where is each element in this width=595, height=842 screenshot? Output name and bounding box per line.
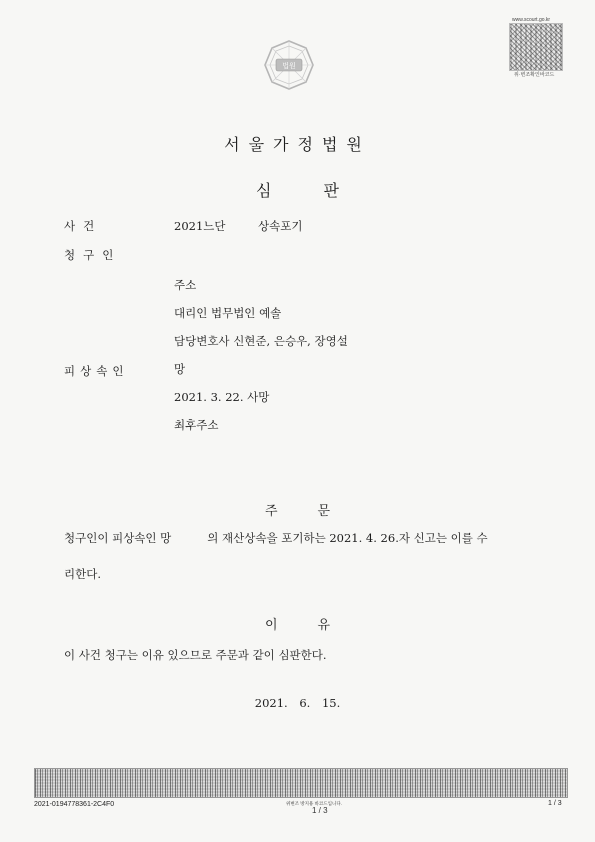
order-line-1 <box>64 530 488 546</box>
page-number-center: 1 / 3 <box>312 806 328 815</box>
order-line-1-a: 청구인이 피상속인 망 <box>64 531 172 545</box>
page-number-right: 1 / 3 <box>548 800 562 807</box>
qr-caption: 위·변조확인바코드 <box>514 72 555 78</box>
seal-text: 법원 <box>282 62 296 70</box>
qr-code-icon <box>509 23 563 71</box>
claimant-attorneys: 담당변호사 신현준, 은승우, 장영설 <box>174 334 348 348</box>
claimant-agent: 대리인 법무법인 예솔 <box>174 306 282 320</box>
verification-url: www.scourt.go.kr <box>512 17 551 23</box>
reason-text: 이 사건 청구는 이유 있으므로 주문과 같이 심판한다. <box>64 648 327 662</box>
order-heading: 주문 <box>264 504 371 519</box>
case-label: 사건 <box>64 219 103 233</box>
claimant-address-label: 주소 <box>174 278 197 292</box>
court-seal-emblem <box>262 38 316 92</box>
claimant-label: 청구인 <box>64 248 122 262</box>
decedent-death: 2021. 3. 22. 사망 <box>174 390 270 404</box>
barcode-note: 위변조 방지용 바코드입니다. <box>286 801 342 806</box>
decedent-name: 망 <box>174 362 186 376</box>
document-type-title: 심판 <box>256 181 391 200</box>
decedent-last-address-label: 최후주소 <box>174 418 219 432</box>
order-line-2: 리한다. <box>64 567 101 581</box>
court-name: 서울가정법원 <box>224 135 371 154</box>
case-title: 상속포기 <box>258 219 303 233</box>
redacted-name <box>171 541 207 542</box>
order-line-1-b: 의 재산상속을 포기하는 2021. 4. 26.자 신고는 이를 수 <box>207 531 488 545</box>
document-id: 2021-0194778361-2C4F0 <box>34 801 115 808</box>
security-barcode <box>34 768 568 798</box>
judgment-date: 2021. 6. 15. <box>254 696 341 710</box>
decedent-label: 피상속인 <box>64 364 129 378</box>
reason-heading: 이유 <box>264 618 371 633</box>
case-number: 2021느단 <box>174 219 226 233</box>
